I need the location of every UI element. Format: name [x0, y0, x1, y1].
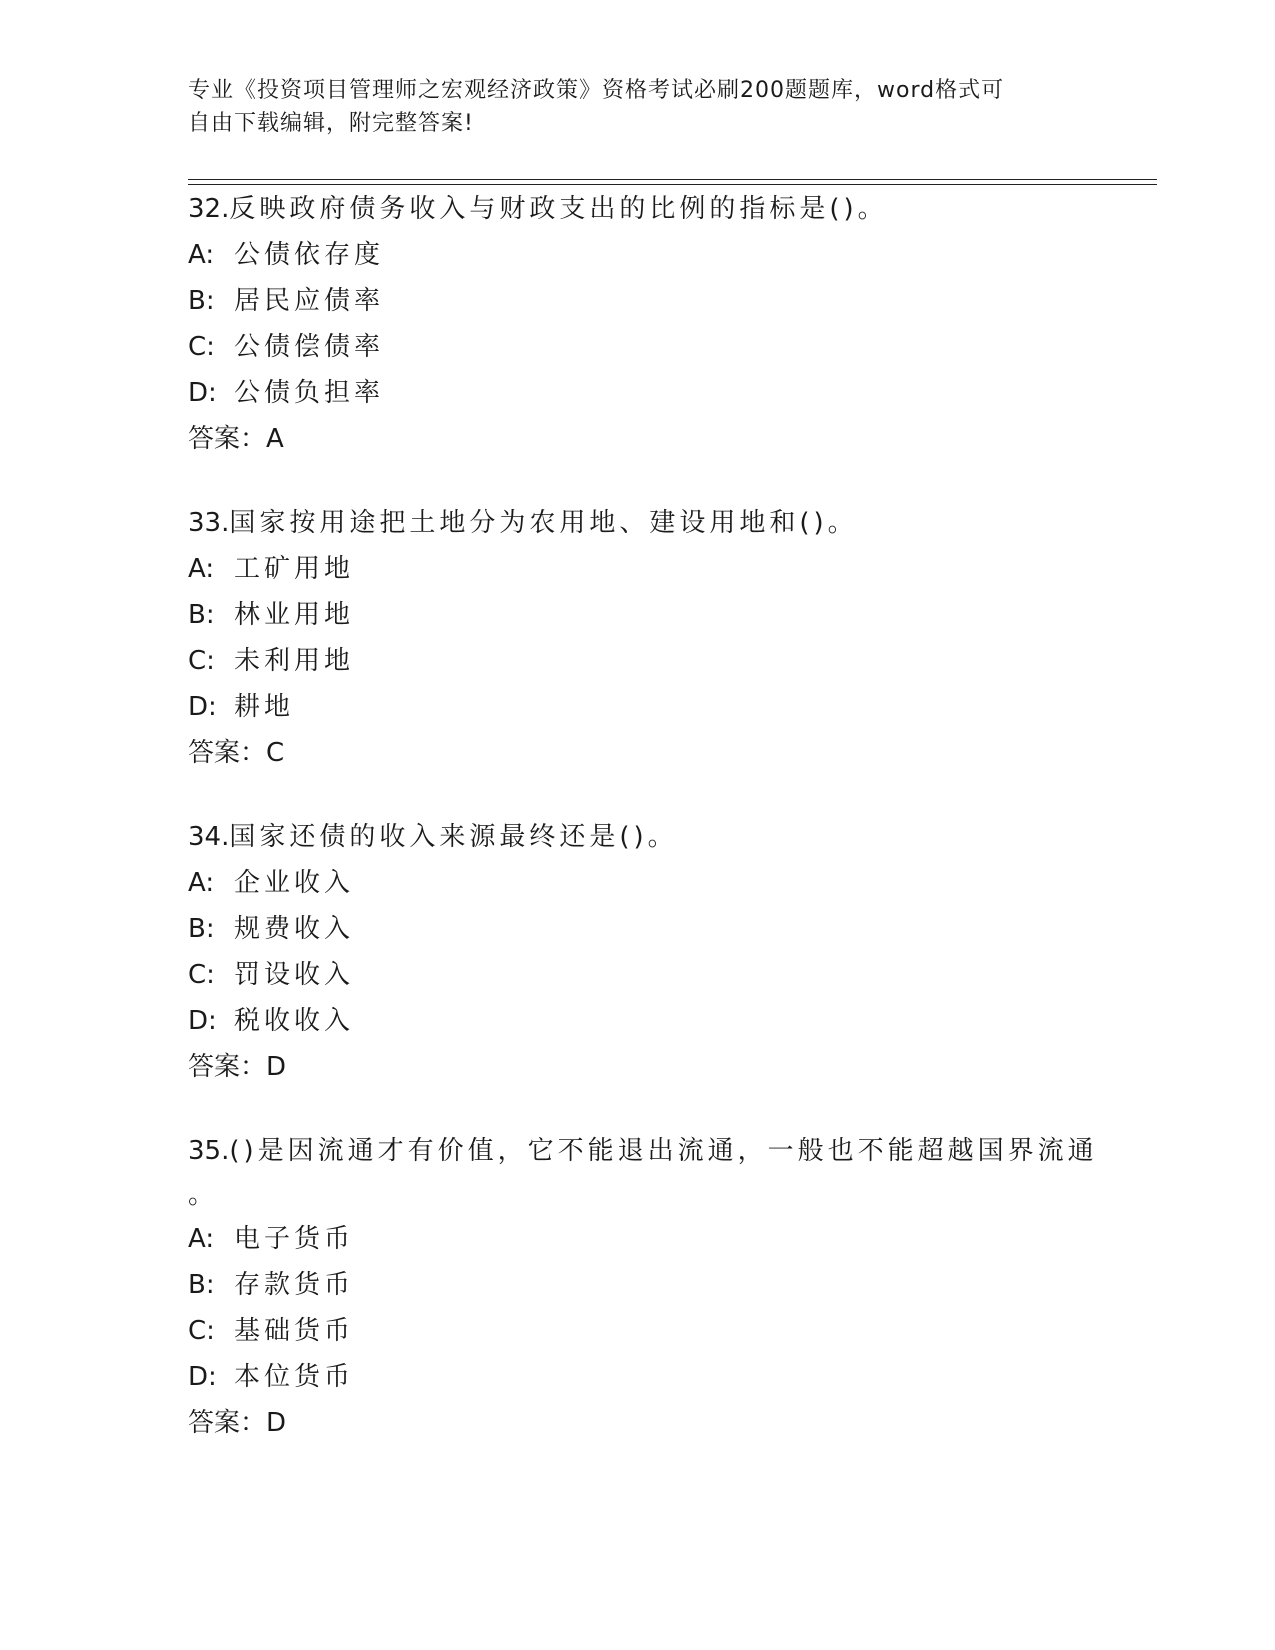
- question-number: 32.: [188, 194, 230, 224]
- option-text: 公债负担率: [234, 378, 385, 408]
- question-stem-continuation: 。: [188, 1180, 219, 1210]
- question-block: [188, 500, 1088, 776]
- option-label: B:: [188, 914, 215, 944]
- option-label: D:: [188, 1362, 217, 1392]
- option-text: 公债偿债率: [234, 332, 385, 362]
- question-text: 反映政府债务收入与财政支出的比例的指标是()。: [229, 194, 888, 224]
- answer-label: 答案：: [188, 424, 267, 454]
- question-number: 33.: [188, 508, 230, 538]
- option-label: A:: [188, 1224, 215, 1254]
- answer-line: [188, 1400, 1088, 1446]
- option-d: [188, 1354, 1088, 1400]
- option-d: [188, 998, 1088, 1044]
- option-text: 电子货币: [234, 1224, 355, 1254]
- option-text: 存款货币: [234, 1270, 355, 1300]
- question-block: [188, 1128, 1098, 1446]
- question-stem: [188, 814, 1088, 860]
- question-number: 34.: [188, 822, 230, 852]
- option-b: [188, 592, 1088, 638]
- option-text: 居民应债率: [234, 286, 385, 316]
- answer-line: [188, 1044, 1088, 1090]
- question-block: [188, 186, 1088, 462]
- option-label: D:: [188, 692, 217, 722]
- header-divider-bottom: [188, 184, 1157, 185]
- option-a: [188, 860, 1088, 906]
- option-d: [188, 370, 1088, 416]
- option-text: 企业收入: [234, 868, 355, 898]
- question-stem: [188, 500, 1088, 546]
- option-text: 林业用地: [234, 600, 355, 630]
- option-label: D:: [188, 1006, 217, 1036]
- option-a: [188, 546, 1088, 592]
- option-b: [188, 906, 1088, 952]
- option-label: B:: [188, 286, 215, 316]
- option-text: 规费收入: [234, 914, 355, 944]
- answer-label: 答案：: [188, 1408, 267, 1438]
- option-label: B:: [188, 600, 215, 630]
- header-line-2: 自由下载编辑，附完整答案!: [188, 111, 474, 136]
- answer-value: A: [266, 424, 284, 454]
- option-text: 耕地: [234, 692, 295, 722]
- option-label: C:: [188, 332, 215, 362]
- answer-line: [188, 416, 1088, 462]
- option-c: [188, 1308, 1088, 1354]
- option-label: A:: [188, 868, 215, 898]
- question-text: 国家按用途把土地分为农用地、建设用地和()。: [229, 508, 858, 538]
- document-header: [188, 74, 1068, 140]
- question-block: [188, 814, 1088, 1090]
- question-number: 35.: [188, 1136, 230, 1166]
- question-stem: [188, 1128, 1098, 1174]
- option-a: [188, 232, 1088, 278]
- question-text: ()是因流通才有价值，它不能退出流通，一般也不能超越国界流通: [229, 1136, 1098, 1166]
- option-label: A:: [188, 554, 215, 584]
- answer-label: 答案：: [188, 1052, 267, 1082]
- option-text: 未利用地: [234, 646, 355, 676]
- answer-value: D: [266, 1408, 287, 1438]
- option-c: [188, 638, 1088, 684]
- option-label: B:: [188, 1270, 215, 1300]
- option-label: C:: [188, 646, 215, 676]
- option-b: [188, 1262, 1088, 1308]
- option-c: [188, 952, 1088, 998]
- option-label: D:: [188, 378, 217, 408]
- header-divider-top: [188, 179, 1157, 180]
- question-text: 国家还债的收入来源最终还是()。: [229, 822, 678, 852]
- answer-line: [188, 730, 1088, 776]
- header-line-1: 专业《投资项目管理师之宏观经济政策》资格考试必刷200题题库，word格式可: [188, 78, 1005, 103]
- option-c: [188, 324, 1088, 370]
- option-label: A:: [188, 240, 215, 270]
- option-text: 基础货币: [234, 1316, 355, 1346]
- option-text: 公债依存度: [234, 240, 385, 270]
- option-d: [188, 684, 1088, 730]
- option-b: [188, 278, 1088, 324]
- answer-label: 答案：: [188, 738, 267, 768]
- option-text: 税收收入: [234, 1006, 355, 1036]
- option-label: C:: [188, 1316, 215, 1346]
- option-text: 本位货币: [234, 1362, 355, 1392]
- question-stem: [188, 186, 1088, 232]
- option-text: 罚设收入: [234, 960, 355, 990]
- option-a: [188, 1216, 1088, 1262]
- option-text: 工矿用地: [234, 554, 355, 584]
- answer-value: C: [266, 738, 285, 768]
- answer-value: D: [266, 1052, 287, 1082]
- option-label: C:: [188, 960, 215, 990]
